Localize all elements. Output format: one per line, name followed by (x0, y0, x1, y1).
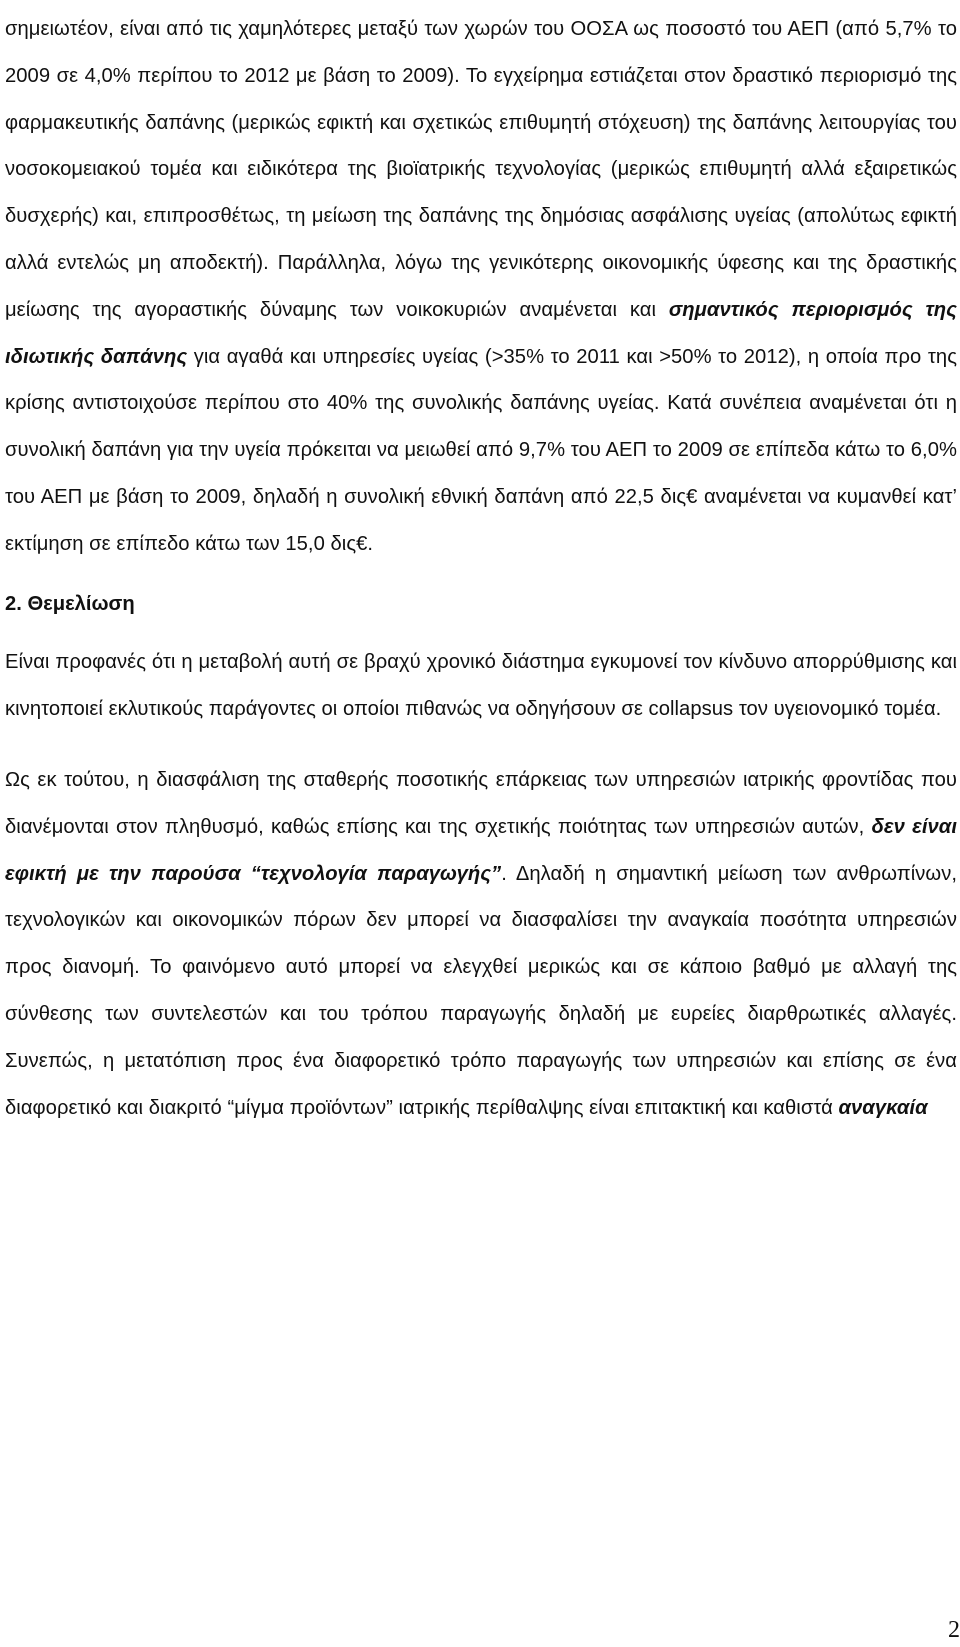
paragraph-foundation (5, 639, 957, 733)
paragraph-background (5, 6, 957, 568)
emphasis-necessary: αναγκαία (838, 1096, 928, 1119)
paragraph-text: για αγαθά και υπηρεσίες υγείας (>35% το 2011 και >50% το 2012), η οποία προ της κρίσης αντιστοιχούσε περίπου στο 40% της συνολικής δαπάνης υγείας. Κατά συνέπεια αναμένεται ότι η συνολική δαπάνη για την υγεία πρόκειται να μειωθεί από 9,7% του ΑΕΠ το 2009 σε επίπεδα κάτω το 6,0% του ΑΕΠ με βάση το 2009, δηλαδή η συνολική εθνική δαπάνη από 22,5 δις€ αναμένεται να κυμανθεί κατ’ εκτίμηση σε επίπεδο κάτω των 15,0 δις€. (5, 345, 957, 555)
paragraph-production-technology (5, 757, 957, 1131)
paragraph-text: Είναι προφανές ότι η μεταβολή αυτή σε βραχύ χρονικό διάστημα εγκυμονεί τον κίνδυνο απορρύθμισης και κινητοποιεί εκλυτικούς παράγοντες οι οποίοι πιθανώς να οδηγήσουν σε collapsus τον υγειονομικό τομέα. (5, 651, 957, 721)
document-page (5, 6, 957, 1131)
section-heading: 2. Θεμελίωση (5, 592, 135, 615)
emphasis-private-spending: σημαντικός περιορισμός της ιδιωτικής δαπάνης (5, 298, 957, 368)
paragraph-text: Ως εκ τούτου, η διασφάλιση της σταθερής ποσοτικής επάρκειας των υπηρεσιών ιατρικής φροντίδας που διανέμονται στον πληθυσμό, καθώς επίσης και της σχετικής ποιότητας των υπηρεσιών αυτών, (5, 768, 957, 838)
emphasis-production-technology: δεν είναι εφικτή με την παρούσα “τεχνολογία παραγωγής” (5, 815, 957, 885)
paragraph-text: σημειωτέον, είναι από τις χαμηλότερες μεταξύ των χωρών του ΟΟΣΑ ως ποσοστό του ΑΕΠ (από 5,7% το 2009 σε 4,0% περίπου το 2012 με βάση το 2009). Το εγχείρημα εστιάζεται στον δραστικό περιορισμό της φαρμακευτικής δαπάνης (μερικώς εφικτή και σχετικώς επιθυμητή στόχευση) της δαπάνης λειτουργίας του νοσοκομειακού τομέα και ειδικότερα της βιοϊατρικής τεχνολογίας (μερικώς επιθυμητή αλλά εξαιρετικώς δυσχερής) και, επιπροσθέτως, τη μείωση της δαπάνης της δημόσιας ασφάλισης υγείας (απολύτως εφικτή αλλά εντελώς μη αποδεκτή). Παράλληλα, λόγω της γενικότερης οικονομικής ύφεσης και της δραστικής μείωσης της αγοραστικής δύναμης των νοικοκυριών αναμένεται και (5, 18, 957, 321)
page-number: 2 (948, 1617, 960, 1643)
paragraph-text: . Δηλαδή η σημαντική μείωση των ανθρωπίνων, τεχνολογικών και οικονομικών πόρων δεν μπορεί να διασφαλίσει την αναγκαία ποσότητα υπηρεσιών προς διανομή. Το φαινόμενο αυτό μπορεί να ελεγχθεί μερικώς και σε κάποιο βαθμό με αλλαγή της σύνθεσης των συντελεστών και του τρόπου παραγωγής δηλαδή με ευρείες διαρθρωτικές αλλαγές. Συνεπώς, η μετατόπιση προς ένα διαφορετικό τρόπο παραγωγής των υπηρεσιών και επίσης σε ένα διαφορετικό και διακριτό “μίγμα προϊόντων” ιατρικής περίθαλψης είναι επιτακτική και καθιστά (5, 862, 957, 1119)
